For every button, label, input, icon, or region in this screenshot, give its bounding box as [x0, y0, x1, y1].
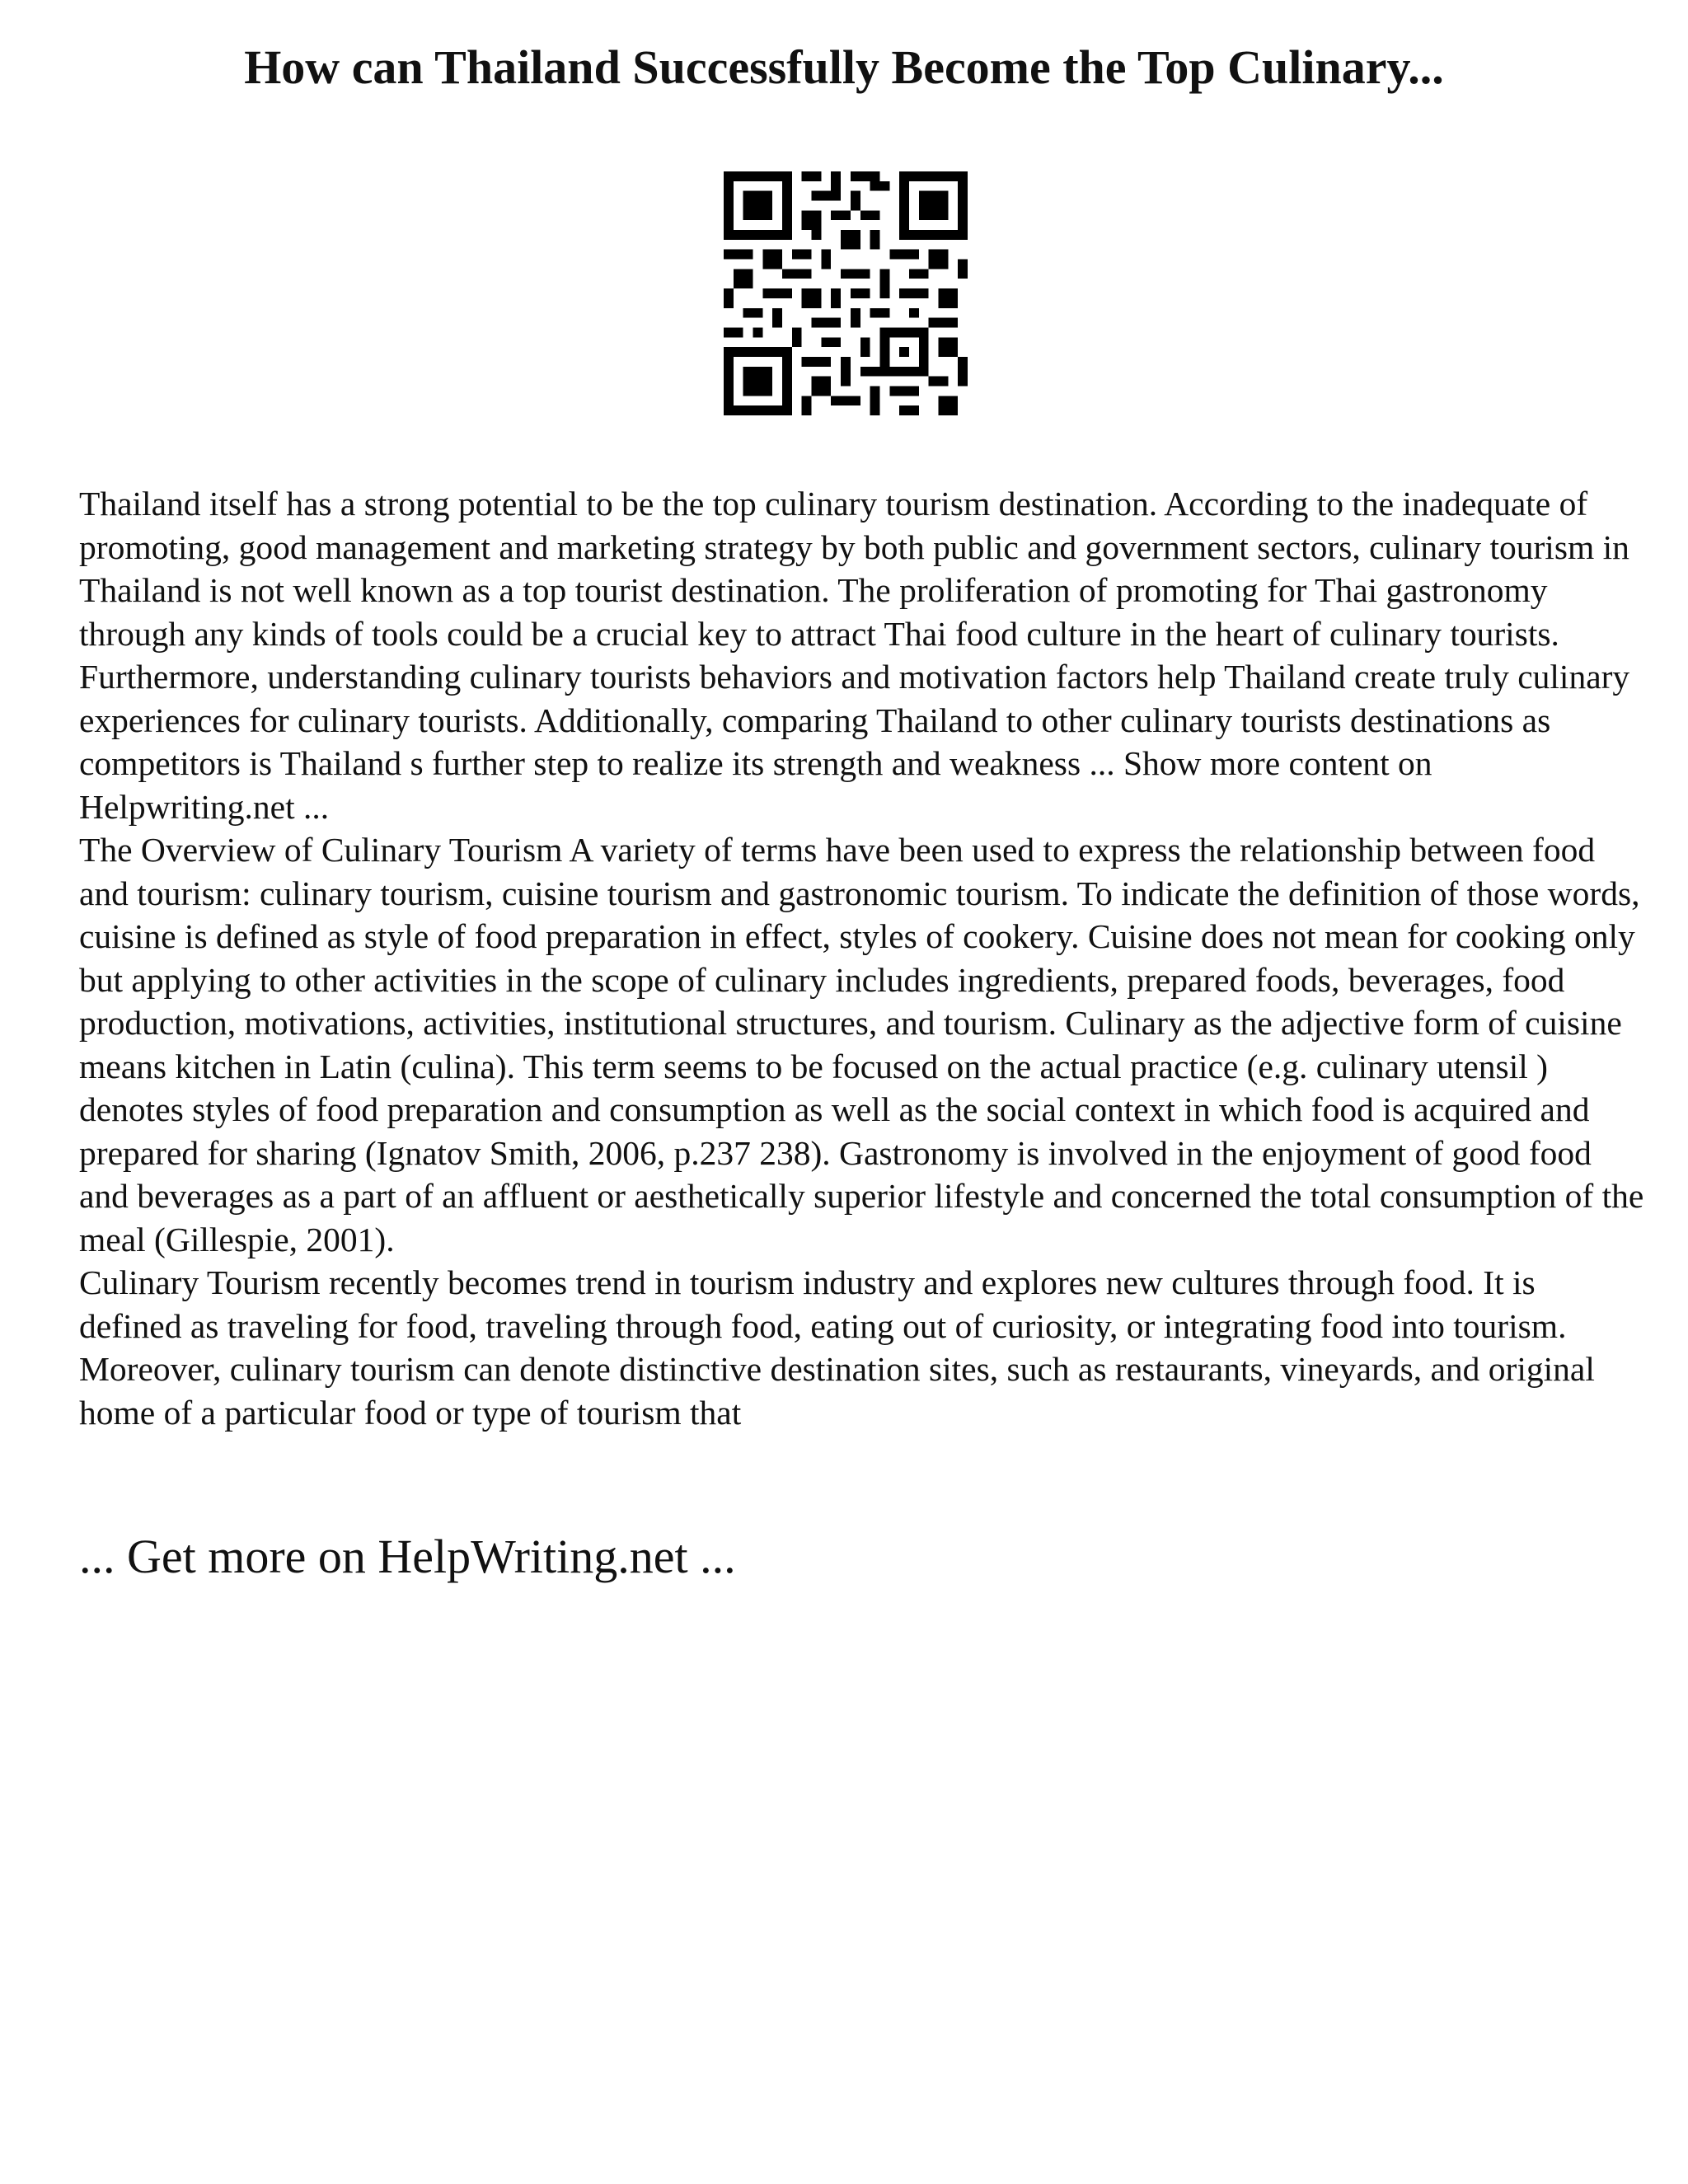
paragraph-1: Thailand itself has a strong potential to be the top culinary tourism destination. According to the inadequate of promoting, good management and marketing strategy by both public and government sectors, culinary tourism in Thailand is not well known as a top tourist destination. The proliferation of promoting for Thai gastronomy through any kinds of tools could be a crucial key to attract Thai food culture in the heart of culinary tourists. Furthermore, understanding culinary tourists behaviors and motivation factors help Thailand create truly culinary experiences for culinary tourists. Additionally, comparing Thailand to other culinary tourists destinations as competitors is Thailand s further step to realize its strength and weakness ... Show more content on Helpwriting.net ... [79, 485, 1630, 826]
get-more-link[interactable]: ... Get more on HelpWriting.net ... [79, 1530, 736, 1583]
qr-code-image [724, 171, 968, 415]
article-body [79, 482, 1645, 1434]
paragraph-2: The Overview of Culinary Tourism A variety of terms have been used to express the relationship between food and tourism: culinary tourism, cuisine tourism and gastronomic tourism. To indicate the definition of those words, cuisine is defined as style of food preparation in effect, styles of cookery. Cuisine does not mean for cooking only but applying to other activities in the scope of culinary includes ingredients, prepared foods, beverages, food production, motivations, activities, institutional structures, and tourism. Culinary as the adjective form of cuisine means kitchen in Latin (culina). This term seems to be focused on the actual practice (e.g. culinary utensil ) denotes styles of food preparation and consumption as well as the social context in which food is acquired and prepared for sharing (Ignatov Smith, 2006, p.237 238). Gastronomy is involved in the enjoyment of good food and beverages as a part of an affluent or aesthetically superior lifestyle and concerned the total consumption of the meal (Gillespie, 2001). [79, 831, 1644, 1258]
paragraph-3: Culinary Tourism recently becomes trend in tourism industry and explores new cultures through food. It is defined as traveling for food, traveling through food, eating out of curiosity, or integrating food into tourism. Moreover, culinary tourism can denote distinctive destination sites, such as restaurants, vineyards, and original home of a particular food or type of tourism that [79, 1263, 1595, 1432]
qr-code-icon [724, 171, 968, 415]
page-title: How can Thailand Successfully Become the Top Culinary... [244, 40, 1444, 94]
